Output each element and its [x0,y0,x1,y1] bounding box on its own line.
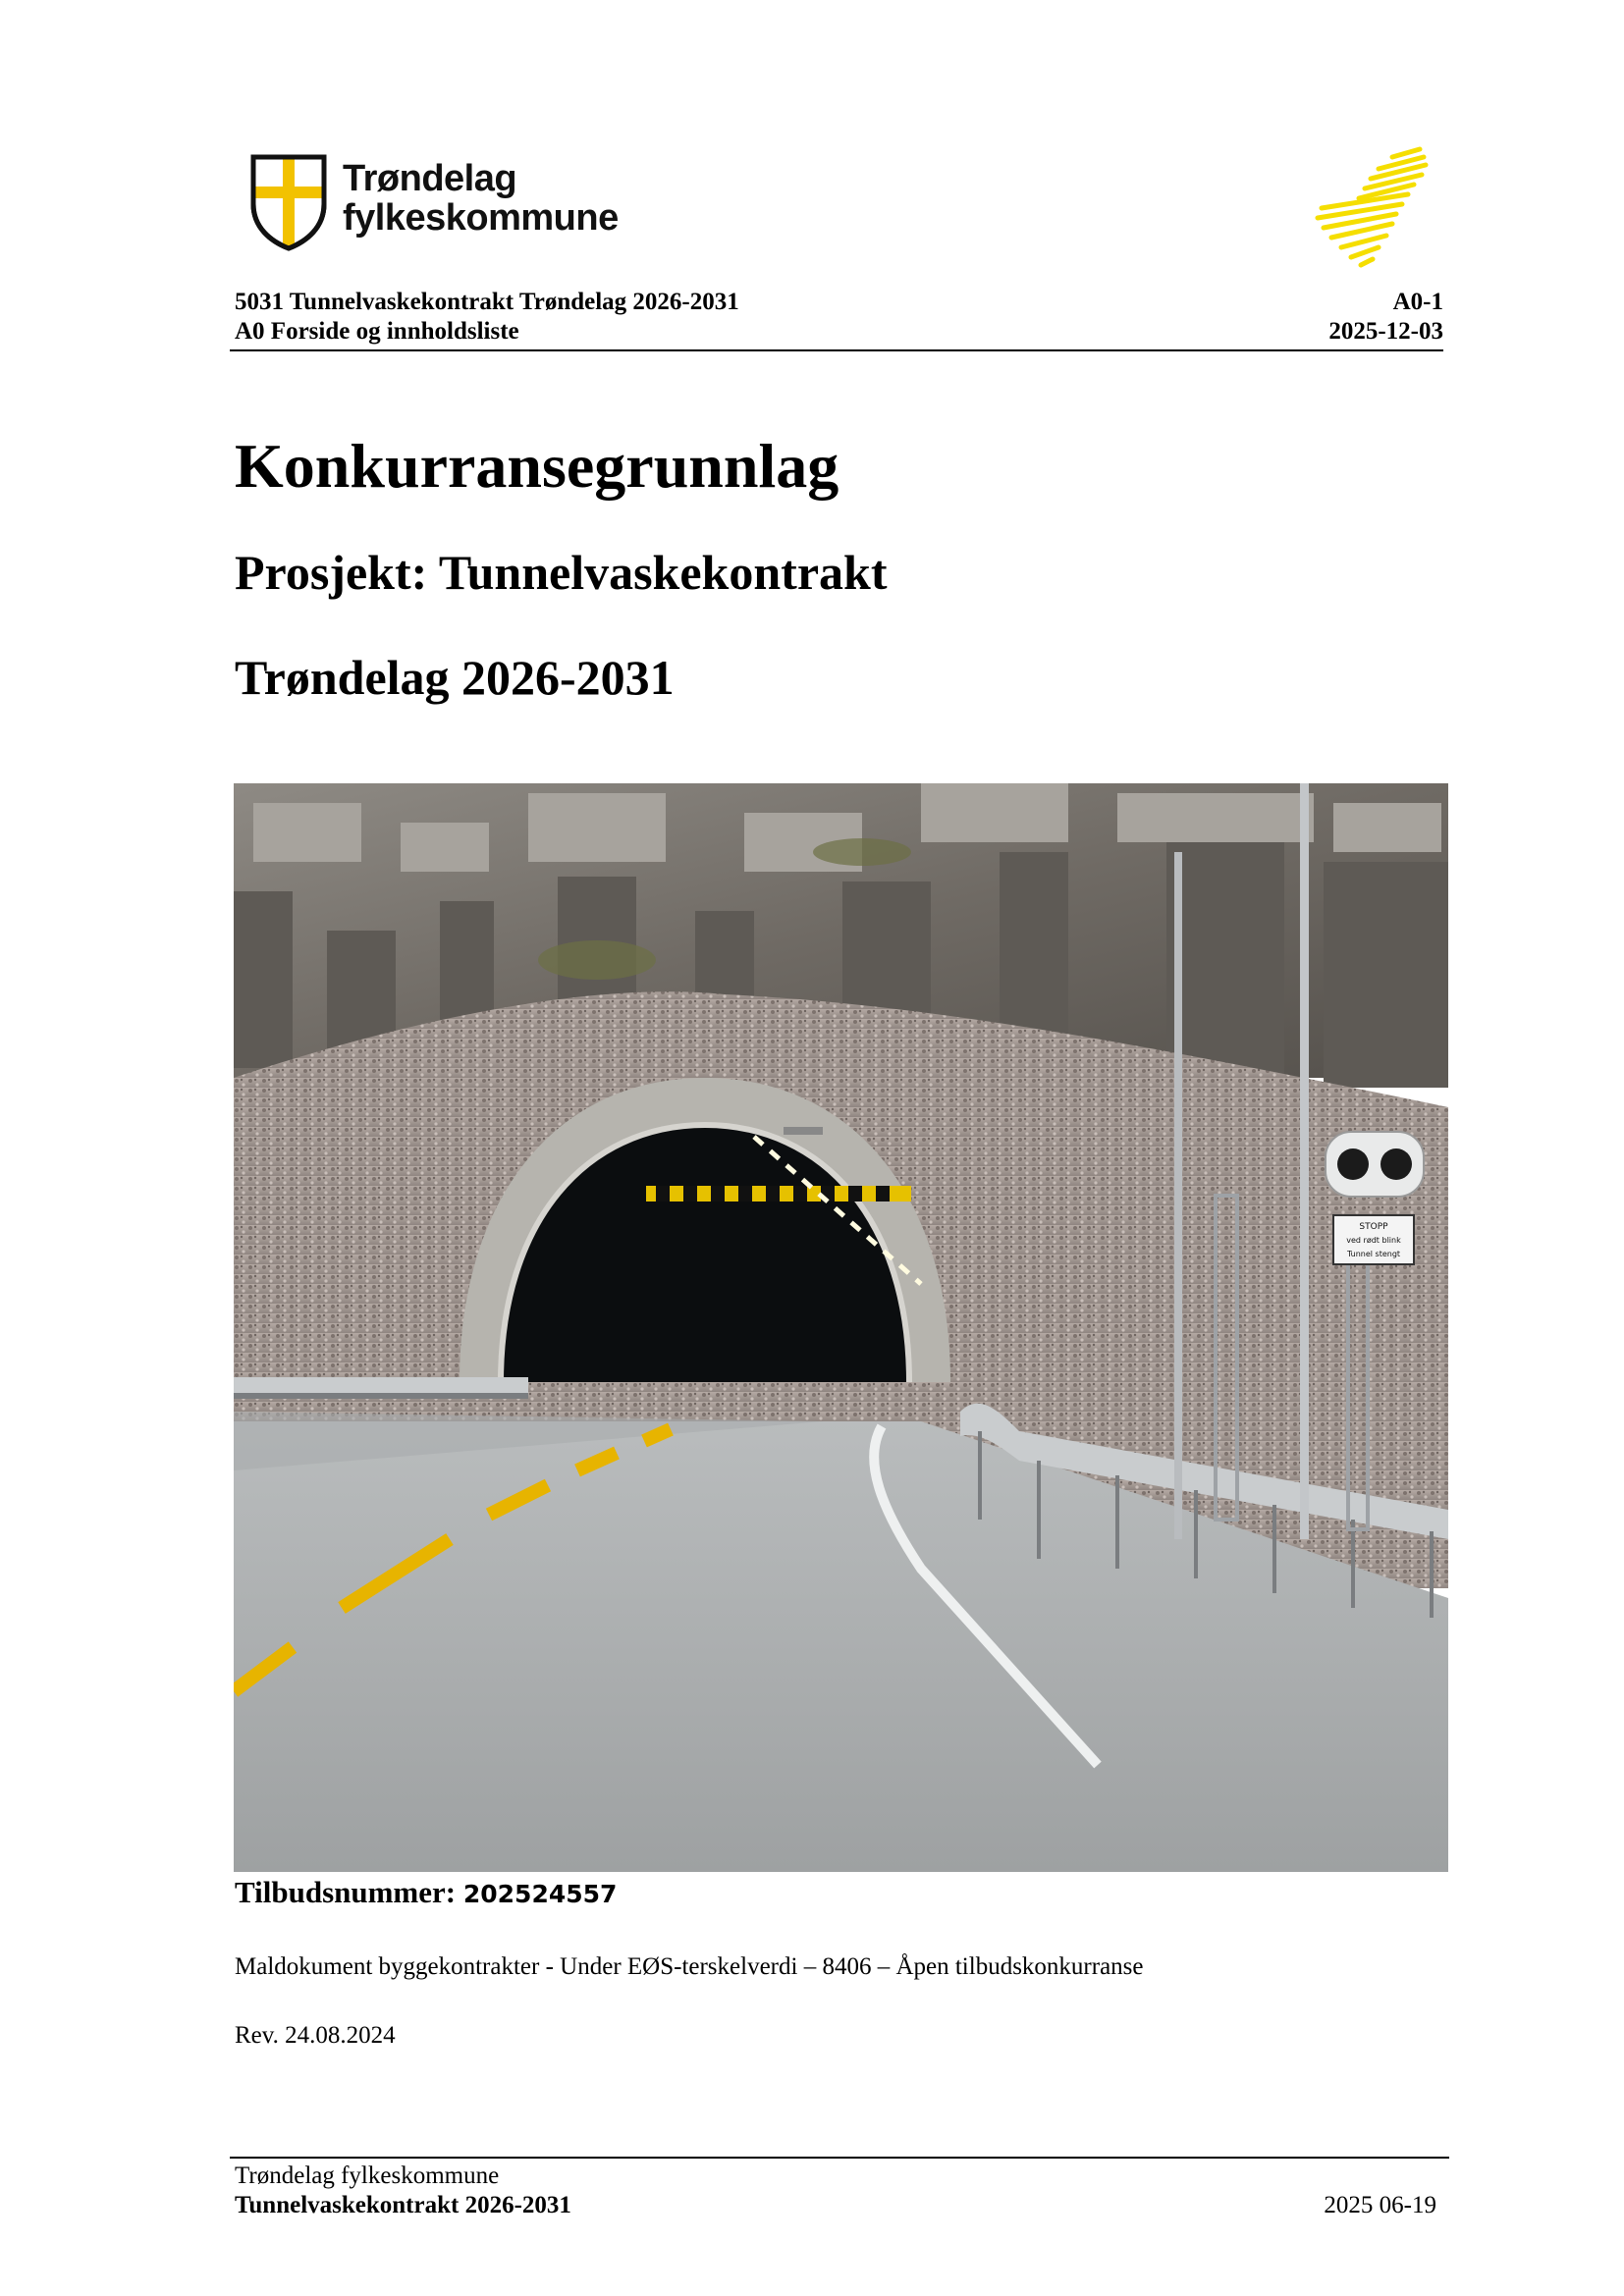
revision-note: Rev. 24.08.2024 [235,2022,396,2049]
footer-organization: Trøndelag fylkeskommune [235,2163,500,2189]
footer-date: 2025 06-19 [1324,2192,1436,2218]
tender-number-label: Tilbudsnummer: [235,1875,457,1909]
footer-project-name: Tunnelvaskekontrakt 2026-2031 [235,2192,571,2218]
template-description: Maldokument byggekontrakter - Under EØS-terskelverdi – 8406 – Åpen tilbudskonkurranse [235,1953,1144,1980]
tender-number-row [235,1873,617,1914]
tunnel-sign-line3: Tunnel stengt [1346,1250,1401,1258]
tunnel-sign-line2: ved rødt blink [1346,1236,1401,1245]
header-date: 2025-12-03 [1328,318,1443,345]
header-section-title: A0 Forside og innholdsliste [235,318,519,345]
cover-photo-tunnel-entrance [234,783,1448,1872]
project-title-line1: Prosjekt: Tunnelvaskekontrakt [235,545,888,600]
tunnel-sign-line1: STOPP [1359,1222,1388,1232]
tender-number-value: 202524557 [462,1880,618,1908]
logo-text-line1: Trøndelag [343,158,517,199]
header-divider [230,349,1443,351]
footer-divider [230,2157,1449,2159]
coat-of-arms-icon [249,153,328,251]
project-title-line2: Trøndelag 2026-2031 [235,650,675,705]
logo-text-line2: fylkeskommune [343,197,619,239]
header-page-reference: A0-1 [1392,289,1443,315]
document-title: Konkurransegrunnlag [235,431,839,501]
header-contract-title: 5031 Tunnelvaskekontrakt Trøndelag 2026-2031 [235,289,739,315]
county-map-emblem-icon [1314,145,1437,269]
